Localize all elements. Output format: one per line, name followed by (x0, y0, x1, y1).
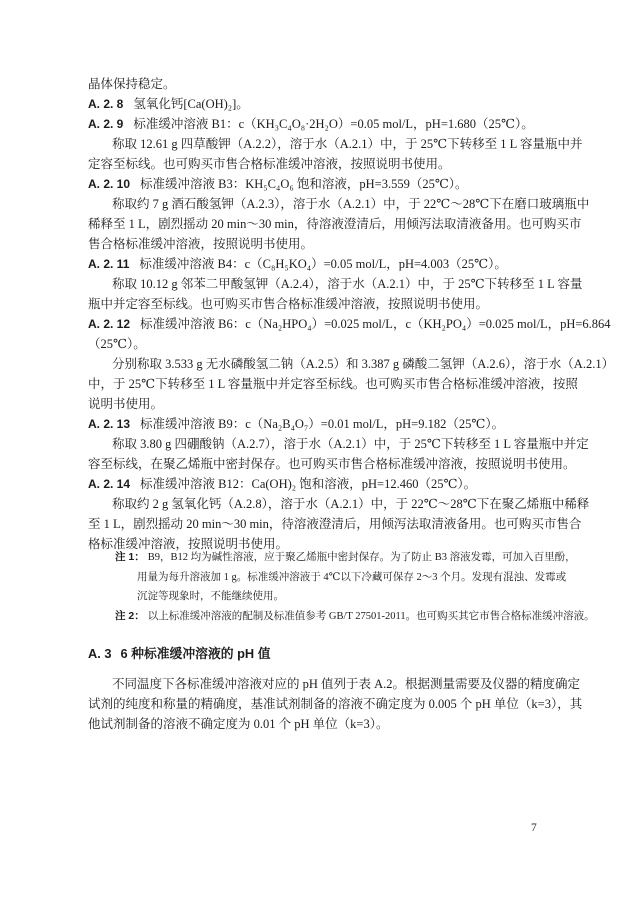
text-span: 标准缓冲溶液 B3：KH₅C₄O₆ 饱和溶液，pH=3.559（25℃）。 (140, 177, 468, 191)
text-line (115, 548, 576, 568)
text-line (88, 114, 556, 134)
text-line (88, 154, 556, 174)
text-line (88, 374, 578, 394)
block-note (88, 607, 595, 627)
text-span: 沉淀等现象时，不能继续使用。 (137, 591, 284, 602)
text-span: 至 1 L，剧烈摇动 20 min～30 min，待溶液澄清后，用倾泻法取清液备用。也可购买市售合 (88, 517, 582, 531)
text-line (115, 607, 595, 627)
text-span: 以上标准缓冲溶液的配制及标准值参考 GB/T 27501-2011。也可购买其它市售合格标准缓冲溶液。 (147, 610, 595, 622)
clause-label: A. 2. 11 (88, 257, 130, 271)
text-line (88, 674, 581, 694)
text-line (88, 74, 556, 94)
text-span: 标准缓冲溶液 B4：c（C₈H₅KO₄）=0.05 mol/L，pH=4.003（25℃）。 (139, 257, 507, 271)
text-line (88, 194, 590, 214)
block-plain (88, 74, 556, 94)
text-line (88, 474, 556, 494)
clause-label: A. 2. 12 (88, 317, 131, 331)
text-span: 标准缓冲溶液 B6：c（Na₂HPO₄）=0.025 mol/L，c（KH₂PO₄）=0.025 mol/L，pH=6.864 (140, 317, 611, 331)
text-span: 他试剂制备的溶液不确定度为 0.01 个 pH 单位（k=3）。 (88, 717, 389, 731)
text-span: 称取 3.80 g 四硼酸钠（A.2.7），溶于水（A.2.1）中，于 25℃下转移至 1 L 容量瓶中并定 (112, 437, 589, 451)
text-line (137, 568, 567, 588)
block-para (88, 194, 590, 254)
text-line (88, 254, 556, 274)
text-span: 晶体保持稳定。 (88, 77, 176, 91)
text-span: 格标准缓冲溶液，按照说明书使用。 (88, 537, 289, 551)
text-span: 说明书使用。 (88, 397, 164, 411)
text-span: B9，B12 均为碱性溶液，应于聚乙烯瓶中密封保存。为了防止 B3 溶液发霉，可加入百里酚， (147, 552, 576, 563)
block-para (88, 674, 583, 734)
text-line (88, 714, 556, 734)
block-clause (88, 254, 556, 274)
text-span: 容至标线，在聚乙烯瓶中密封保存。也可购买市售合格标准缓冲溶液，按照说明书使用。 (88, 457, 576, 471)
clause-label: A. 2. 10 (88, 177, 131, 191)
block-para (88, 134, 583, 174)
block-clause (88, 114, 556, 134)
text-span: 瓶中并定容至标线。也可购买市售合格标准缓冲溶液，按照说明书使用。 (88, 297, 489, 311)
text-span: 中，于 25℃下转移至 1 L 容量瓶中并定容至标线。也可购买市售合格标准缓冲溶液，按照 (88, 377, 578, 391)
block-clause (88, 94, 556, 114)
text-span: 分别称取 3.533 g 无水磷酸氢二钠（A.2.5）和 3.387 g 磷酸二氢钾（A.2.6），溶于水（A.2.1） (112, 357, 615, 371)
block-clause (88, 314, 611, 354)
text-span: 称取 12.61 g 四草酸钾（A.2.2），溶于水（A.2.1）中，于 25℃下转移至 1 L 容量瓶中并 (112, 137, 583, 151)
text-line (88, 314, 611, 334)
clause-label: A. 2. 13 (88, 417, 131, 431)
text-line (88, 394, 556, 414)
text-span: 称取约 2 g 氢氧化钙（A.2.8），溶于水（A.2.1）中，于 22℃～28℃下在聚乙烯瓶中稀释 (112, 497, 590, 511)
text-line (88, 334, 556, 354)
text-span: 不同温度下各标准缓冲溶液对应的 pH 值列于表 A.2。根据测量需要及仪器的精度确定 (112, 677, 581, 691)
clause-label: A. 2. 8 (88, 97, 124, 111)
block-note (88, 548, 576, 607)
block-para (88, 274, 583, 314)
heading-label: A. 3 (88, 646, 112, 661)
text-line (88, 234, 556, 254)
text-line (88, 274, 583, 294)
block-para (88, 354, 615, 414)
text-span: （25℃）。 (88, 337, 146, 351)
note-label: 注 1： (115, 551, 145, 563)
clause-label: A. 2. 9 (88, 117, 124, 131)
text-line (137, 587, 556, 607)
text-line (88, 514, 582, 534)
block-heading (88, 644, 556, 664)
text-line (88, 134, 583, 154)
page-number: 7 (531, 822, 537, 834)
block-clause (88, 414, 556, 434)
text-span: 定容至标线。也可购买市售合格标准缓冲溶液，按照说明书使用。 (88, 157, 451, 171)
text-span: 称取 10.12 g 邻苯二甲酸氢钾（A.2.4），溶于水（A.2.1）中，于 25℃下转移至 1 L 容量 (112, 277, 583, 291)
text-span: 标准缓冲溶液 B9：c（Na₂B₄O₇）=0.01 mol/L，pH=9.182（25℃）。 (140, 417, 505, 431)
text-line (88, 414, 556, 434)
text-line (88, 494, 590, 514)
text-span: 标准缓冲溶液 B12：Ca(OH)₂ 饱和溶液，pH=12.460（25℃）。 (140, 477, 477, 491)
clause-label: A. 2. 14 (88, 477, 131, 491)
text-span: 称取约 7 g 酒石酸氢钾（A.2.3），溶于水（A.2.1）中，于 22℃～28℃下在磨口玻璃瓶中 (112, 197, 590, 211)
block-para (88, 494, 590, 554)
block-clause (88, 174, 556, 194)
block-para (88, 434, 589, 474)
note-label: 注 2： (115, 609, 145, 622)
text-span: 售合格标准缓冲溶液，按照说明书使用。 (88, 237, 314, 251)
text-line (88, 294, 556, 314)
text-span: 用量为每升溶液加 1 g。标准缓冲溶液于 4℃以下冷藏可保存 2～3 个月。发现有混浊、发霉或 (137, 571, 567, 583)
text-span: 6 种标准缓冲溶液的 pH 值 (120, 646, 271, 661)
text-line (88, 434, 589, 454)
text-line (88, 644, 556, 664)
document-body (88, 74, 615, 734)
block-clause (88, 474, 556, 494)
text-line (88, 214, 582, 234)
text-line (88, 454, 576, 474)
text-span: 稀释至 1 L，剧烈摇动 20 min～30 min，待溶液澄清后，用倾泻法取清液备用。也可购买市 (88, 217, 582, 231)
text-line (88, 94, 556, 114)
text-line (88, 354, 615, 374)
text-span: 氢氧化钙[Ca(OH)₂]。 (133, 97, 249, 111)
text-line (88, 694, 583, 714)
text-line (88, 174, 556, 194)
text-span: 标准缓冲溶液 B1：c（KH₃C₄O₈·2H₂O）=0.05 mol/L，pH=1.680（25℃）。 (133, 117, 534, 131)
text-span: 试剂的纯度和称量的精确度，基准试剂制备的溶液不确定度为 0.005 个 pH 单位（k=3），其 (88, 697, 583, 711)
